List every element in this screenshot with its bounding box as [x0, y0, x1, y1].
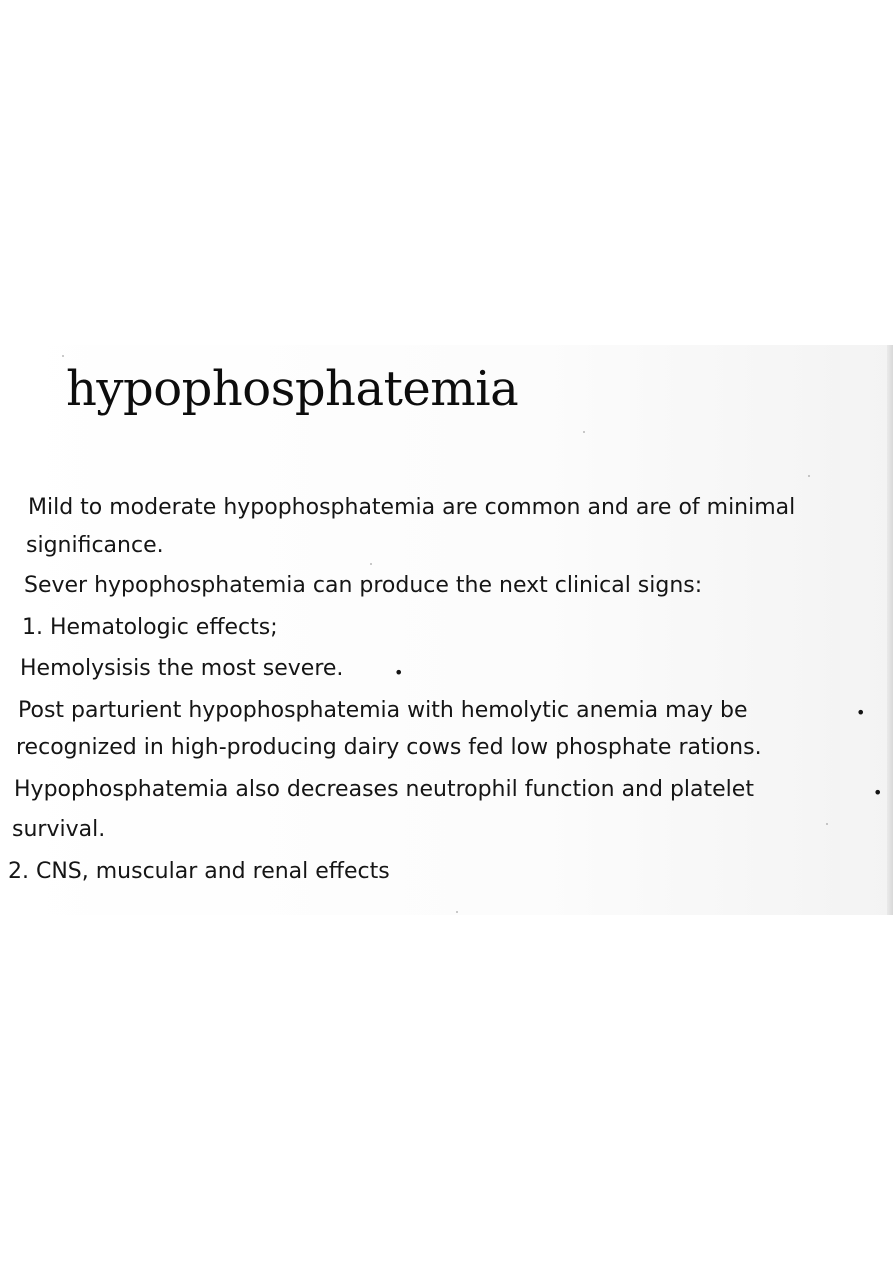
bullet-marker-3: • [873, 783, 883, 802]
scan-speck [62, 355, 64, 357]
text-line-1: Mild to moderate hypophosphatemia are common and are of minimal [28, 495, 796, 520]
text-line-2: significance. [26, 533, 164, 558]
scan-speck [583, 431, 585, 433]
scan-speck [808, 475, 810, 477]
slide-title: hypophosphatemia [66, 361, 519, 417]
text-line-4: 1. Hematologic effects; [22, 615, 278, 640]
text-line-3: Sever hypophosphatemia can produce the next clinical signs: [24, 573, 703, 598]
text-line-8: Hypophosphatemia also decreases neutrophil function and platelet [14, 777, 754, 802]
text-line-5: Hemolysisis the most severe. [20, 656, 344, 681]
bullet-marker-1: • [394, 663, 404, 682]
text-line-6: Post parturient hypophosphatemia with hemolytic anemia may be [18, 698, 748, 723]
bullet-marker-2: • [856, 703, 866, 722]
text-line-10: 2. CNS, muscular and renal effects [8, 859, 390, 884]
scan-speck [826, 823, 828, 825]
scan-speck [456, 911, 458, 913]
scan-speck [370, 563, 372, 565]
text-line-9: survival. [12, 817, 106, 842]
text-line-7: recognized in high-producing dairy cows fed low phosphate rations. [16, 735, 762, 760]
slide-right-edge [887, 345, 893, 915]
slide-photo [0, 345, 893, 915]
